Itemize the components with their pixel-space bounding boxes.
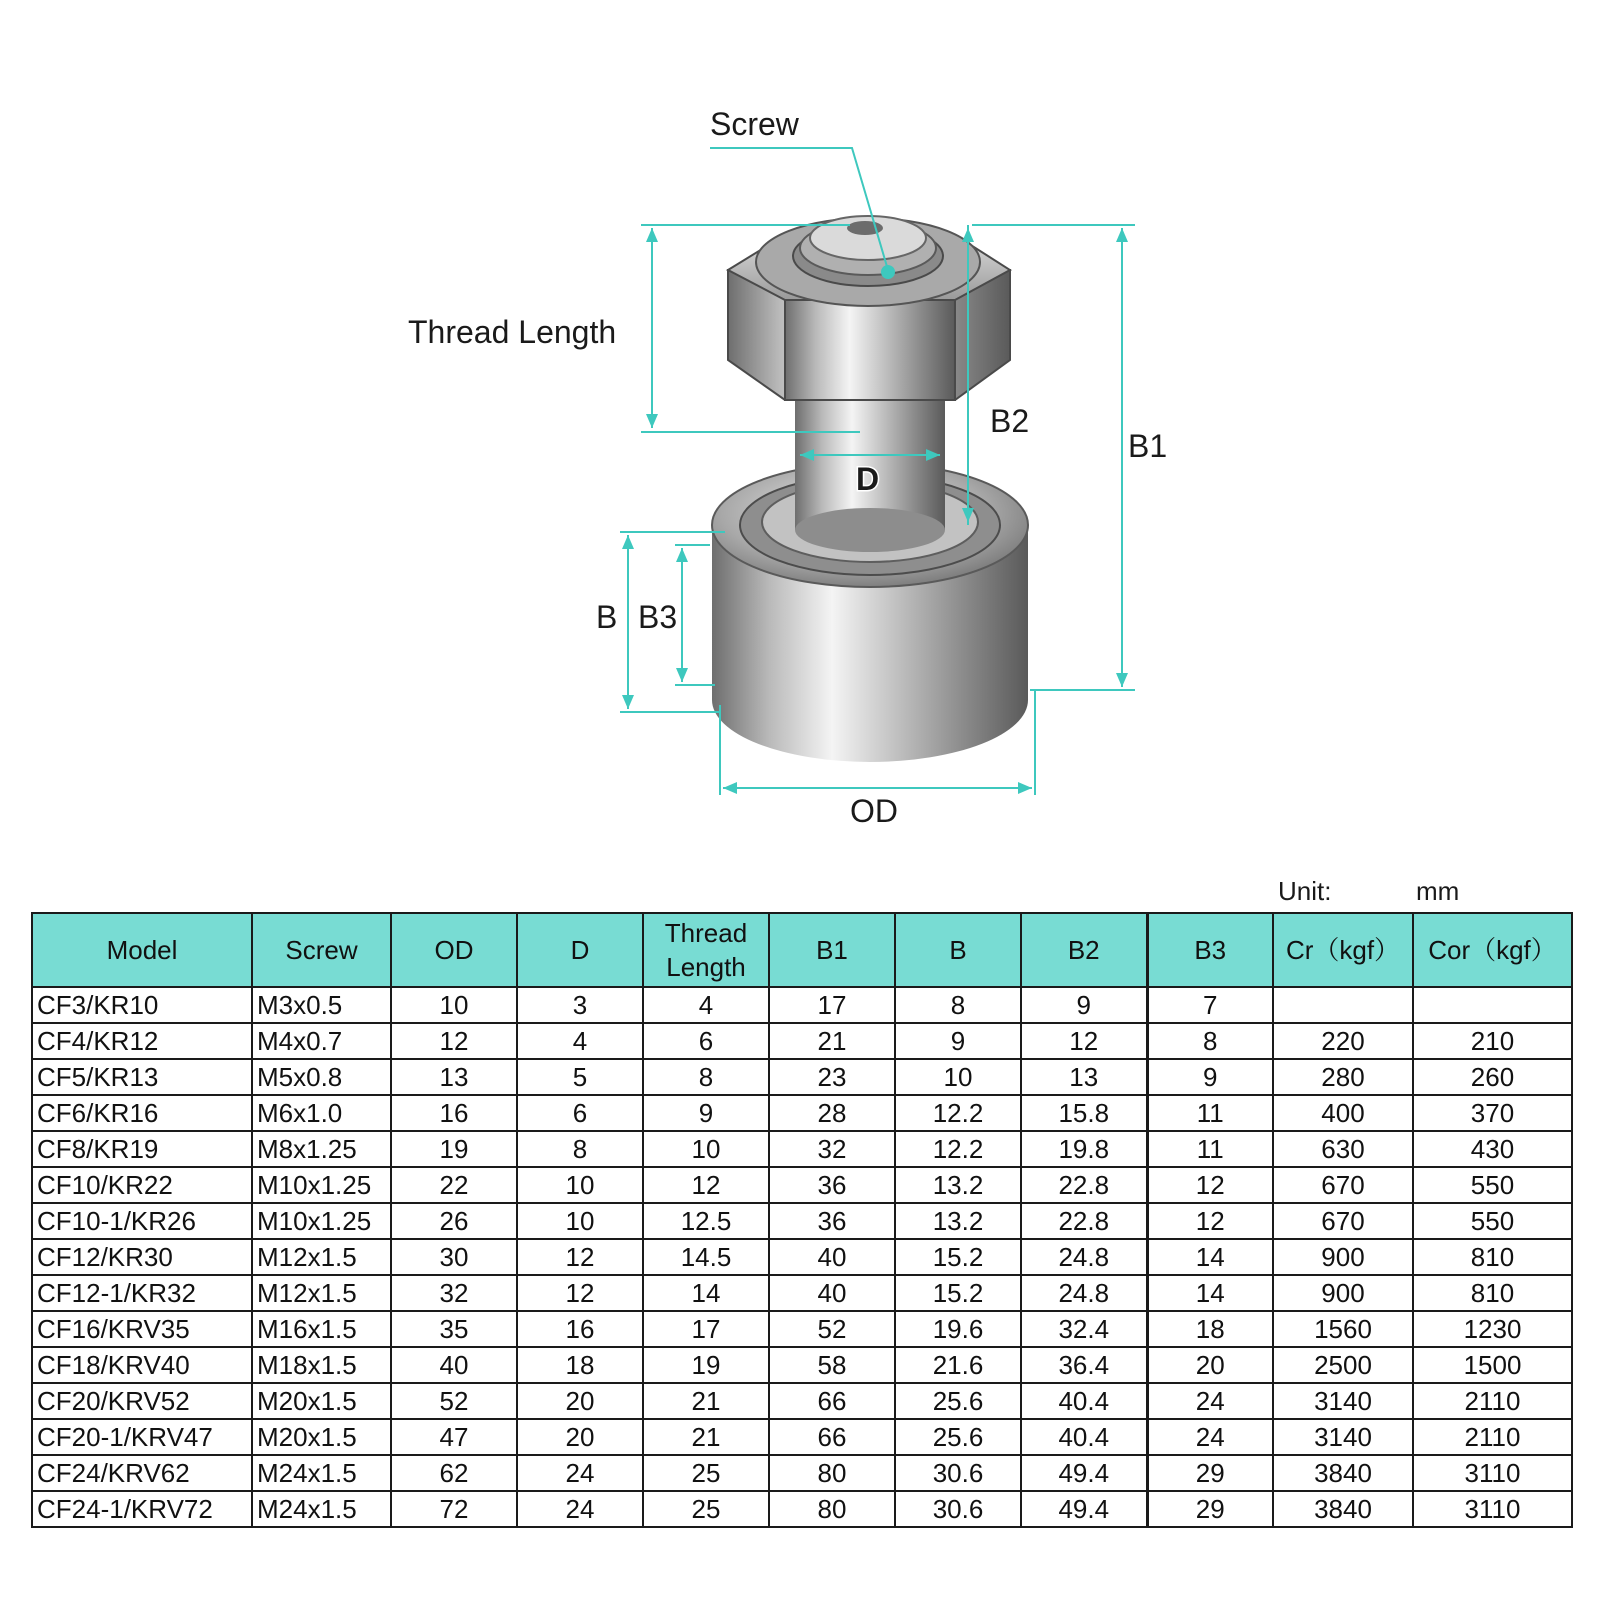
table-cell: 12: [1147, 1203, 1273, 1239]
table-cell: 9: [895, 1023, 1021, 1059]
table-cell: 550: [1413, 1167, 1572, 1203]
table-cell: 9: [1021, 987, 1147, 1023]
table-cell: 36: [769, 1203, 895, 1239]
column-header: Thread Length: [643, 913, 769, 987]
table-cell: 3140: [1273, 1383, 1413, 1419]
table-cell: 24.8: [1021, 1275, 1147, 1311]
label-b: B: [596, 599, 618, 635]
table-cell: 17: [769, 987, 895, 1023]
table-cell: 400: [1273, 1095, 1413, 1131]
label-screw: Screw: [710, 106, 799, 142]
table-cell: M12x1.5: [252, 1275, 391, 1311]
table-cell: 10: [643, 1131, 769, 1167]
table-row: [32, 1131, 1572, 1167]
table-cell: 900: [1273, 1239, 1413, 1275]
table-cell: 12: [1147, 1167, 1273, 1203]
table-cell: 29: [1147, 1455, 1273, 1491]
table-cell: 12.2: [895, 1095, 1021, 1131]
table-cell: 670: [1273, 1167, 1413, 1203]
table-cell: 24: [517, 1491, 643, 1527]
table-cell: CF12/KR30: [32, 1239, 252, 1275]
table-cell: CF18/KRV40: [32, 1347, 252, 1383]
table-cell: 47: [391, 1419, 517, 1455]
table-cell: 36.4: [1021, 1347, 1147, 1383]
table-cell: M18x1.5: [252, 1347, 391, 1383]
table-cell: 30.6: [895, 1455, 1021, 1491]
table-cell: 1230: [1413, 1311, 1572, 1347]
table-row: [32, 1455, 1572, 1491]
column-header: Screw: [252, 913, 391, 987]
table-cell: 24: [517, 1455, 643, 1491]
table-cell: 6: [517, 1095, 643, 1131]
table-cell: 24.8: [1021, 1239, 1147, 1275]
table-cell: 29: [1147, 1491, 1273, 1527]
table-cell: 32.4: [1021, 1311, 1147, 1347]
spec-table: [31, 912, 1573, 1528]
table-cell: 280: [1273, 1059, 1413, 1095]
table-cell: 15.8: [1021, 1095, 1147, 1131]
table-cell: CF20-1/KRV47: [32, 1419, 252, 1455]
table-cell: 7: [1147, 987, 1273, 1023]
table-cell: 11: [1147, 1131, 1273, 1167]
table-cell: 630: [1273, 1131, 1413, 1167]
table-cell: 12.2: [895, 1131, 1021, 1167]
column-header: B3: [1147, 913, 1273, 987]
label-od: OD: [850, 793, 898, 829]
table-cell: M5x0.8: [252, 1059, 391, 1095]
table-cell: 26: [391, 1203, 517, 1239]
unit-label: Unit:: [1278, 876, 1332, 906]
table-cell: M20x1.5: [252, 1419, 391, 1455]
table-cell: 15.2: [895, 1239, 1021, 1275]
table-cell: 4: [643, 987, 769, 1023]
table-cell: M24x1.5: [252, 1491, 391, 1527]
table-cell: M8x1.25: [252, 1131, 391, 1167]
table-cell: CF10/KR22: [32, 1167, 252, 1203]
table-cell: 430: [1413, 1131, 1572, 1167]
table-row: [32, 1347, 1572, 1383]
table-cell: 13.2: [895, 1203, 1021, 1239]
table-cell: 260: [1413, 1059, 1572, 1095]
table-cell: 32: [769, 1131, 895, 1167]
table-cell: 66: [769, 1419, 895, 1455]
table-cell: 80: [769, 1491, 895, 1527]
table-cell: 12: [1021, 1023, 1147, 1059]
table-cell: 9: [1147, 1059, 1273, 1095]
table-cell: 1500: [1413, 1347, 1572, 1383]
table-cell: 210: [1413, 1023, 1572, 1059]
table-cell: [1273, 987, 1413, 1023]
label-b3: B3: [638, 599, 678, 635]
table-cell: 11: [1147, 1095, 1273, 1131]
table-row: [32, 1203, 1572, 1239]
table-cell: [1413, 987, 1572, 1023]
table-cell: 19: [643, 1347, 769, 1383]
table-cell: 66: [769, 1383, 895, 1419]
table-cell: 20: [517, 1419, 643, 1455]
table-cell: 40: [769, 1275, 895, 1311]
table-cell: 8: [1147, 1023, 1273, 1059]
table-cell: 2500: [1273, 1347, 1413, 1383]
table-cell: M10x1.25: [252, 1167, 391, 1203]
table-cell: 10: [517, 1167, 643, 1203]
table-cell: 8: [643, 1059, 769, 1095]
table-cell: 23: [769, 1059, 895, 1095]
table-row: [32, 1275, 1572, 1311]
table-cell: 40.4: [1021, 1383, 1147, 1419]
table-cell: 3840: [1273, 1491, 1413, 1527]
table-cell: 9: [643, 1095, 769, 1131]
table-cell: 80: [769, 1455, 895, 1491]
label-thread-length: Thread Length: [408, 314, 617, 350]
table-cell: 810: [1413, 1275, 1572, 1311]
table-cell: CF6/KR16: [32, 1095, 252, 1131]
table-cell: M20x1.5: [252, 1383, 391, 1419]
column-header: B1: [769, 913, 895, 987]
table-cell: 12: [517, 1239, 643, 1275]
table-cell: 32: [391, 1275, 517, 1311]
table-cell: 19.8: [1021, 1131, 1147, 1167]
table-cell: 25: [643, 1491, 769, 1527]
table-cell: 14.5: [643, 1239, 769, 1275]
table-cell: 49.4: [1021, 1491, 1147, 1527]
table-cell: 12: [391, 1023, 517, 1059]
table-cell: 14: [643, 1275, 769, 1311]
table-row: [32, 1419, 1572, 1455]
table-row: [32, 1491, 1572, 1527]
table-cell: 19: [391, 1131, 517, 1167]
table-cell: 40: [769, 1239, 895, 1275]
table-cell: CF4/KR12: [32, 1023, 252, 1059]
table-cell: 10: [517, 1203, 643, 1239]
table-cell: 18: [1147, 1311, 1273, 1347]
table-row: [32, 987, 1572, 1023]
table-cell: CF24-1/KRV72: [32, 1491, 252, 1527]
table-cell: 2110: [1413, 1383, 1572, 1419]
table-cell: 52: [769, 1311, 895, 1347]
table-row: [32, 1059, 1572, 1095]
table-cell: 40: [391, 1347, 517, 1383]
table-cell: 14: [1147, 1275, 1273, 1311]
label-b1: B1: [1128, 428, 1168, 464]
table-cell: 5: [517, 1059, 643, 1095]
table-cell: 22: [391, 1167, 517, 1203]
table-cell: 3110: [1413, 1455, 1572, 1491]
table-cell: M3x0.5: [252, 987, 391, 1023]
table-cell: 220: [1273, 1023, 1413, 1059]
table-cell: 550: [1413, 1203, 1572, 1239]
table-cell: 20: [517, 1383, 643, 1419]
column-header: B: [895, 913, 1021, 987]
table-cell: 12.5: [643, 1203, 769, 1239]
table-cell: CF3/KR10: [32, 987, 252, 1023]
label-d: D: [856, 461, 880, 497]
table-cell: 24: [1147, 1383, 1273, 1419]
table-cell: 12: [643, 1167, 769, 1203]
table-cell: 25: [643, 1455, 769, 1491]
column-header: B2: [1021, 913, 1147, 987]
table-cell: 3: [517, 987, 643, 1023]
table-cell: 40.4: [1021, 1419, 1147, 1455]
table-cell: M24x1.5: [252, 1455, 391, 1491]
table-cell: 3110: [1413, 1491, 1572, 1527]
table-row: [32, 1383, 1572, 1419]
table-cell: 24: [1147, 1419, 1273, 1455]
table-cell: 10: [895, 1059, 1021, 1095]
table-cell: 28: [769, 1095, 895, 1131]
table-cell: 8: [517, 1131, 643, 1167]
table-cell: 3140: [1273, 1419, 1413, 1455]
table-cell: 21: [643, 1383, 769, 1419]
table-cell: 36: [769, 1167, 895, 1203]
table-cell: 20: [1147, 1347, 1273, 1383]
table-cell: 22.8: [1021, 1203, 1147, 1239]
table-cell: M4x0.7: [252, 1023, 391, 1059]
table-cell: 22.8: [1021, 1167, 1147, 1203]
table-cell: CF5/KR13: [32, 1059, 252, 1095]
table-cell: 16: [517, 1311, 643, 1347]
table-row: [32, 1095, 1572, 1131]
table-header-row: [32, 913, 1572, 987]
table-cell: 21: [769, 1023, 895, 1059]
label-b2: B2: [990, 403, 1030, 439]
table-cell: M16x1.5: [252, 1311, 391, 1347]
table-cell: 10: [391, 987, 517, 1023]
table-cell: 3840: [1273, 1455, 1413, 1491]
table-cell: 25.6: [895, 1419, 1021, 1455]
table-cell: 4: [517, 1023, 643, 1059]
table-cell: CF8/KR19: [32, 1131, 252, 1167]
table-cell: M6x1.0: [252, 1095, 391, 1131]
table-cell: 58: [769, 1347, 895, 1383]
table-cell: M10x1.25: [252, 1203, 391, 1239]
table-cell: CF16/KRV35: [32, 1311, 252, 1347]
table-cell: 25.6: [895, 1383, 1021, 1419]
table-cell: CF24/KRV62: [32, 1455, 252, 1491]
table-cell: 18: [517, 1347, 643, 1383]
table-cell: CF20/KRV52: [32, 1383, 252, 1419]
table-cell: 72: [391, 1491, 517, 1527]
table-cell: 370: [1413, 1095, 1572, 1131]
table-cell: 62: [391, 1455, 517, 1491]
table-row: [32, 1239, 1572, 1275]
table-cell: 30: [391, 1239, 517, 1275]
table-cell: 2110: [1413, 1419, 1572, 1455]
table-cell: M12x1.5: [252, 1239, 391, 1275]
table-row: [32, 1311, 1572, 1347]
table-cell: 17: [643, 1311, 769, 1347]
column-header: OD: [391, 913, 517, 987]
table-cell: 21.6: [895, 1347, 1021, 1383]
table-cell: 900: [1273, 1275, 1413, 1311]
table-cell: 1560: [1273, 1311, 1413, 1347]
table-row: [32, 1023, 1572, 1059]
table-cell: 810: [1413, 1239, 1572, 1275]
column-header: D: [517, 913, 643, 987]
table-cell: 52: [391, 1383, 517, 1419]
table-cell: CF10-1/KR26: [32, 1203, 252, 1239]
table-row: [32, 1167, 1572, 1203]
table-cell: 13.2: [895, 1167, 1021, 1203]
table-cell: 35: [391, 1311, 517, 1347]
unit-value: mm: [1416, 876, 1460, 906]
table-cell: 12: [517, 1275, 643, 1311]
column-header: Cr（kgf）: [1273, 913, 1413, 987]
table-cell: 49.4: [1021, 1455, 1147, 1491]
table-cell: 15.2: [895, 1275, 1021, 1311]
column-header: Cor（kgf）: [1413, 913, 1572, 987]
table-cell: 13: [391, 1059, 517, 1095]
table-cell: CF12-1/KR32: [32, 1275, 252, 1311]
table-cell: 30.6: [895, 1491, 1021, 1527]
column-header: Model: [32, 913, 252, 987]
table-cell: 8: [895, 987, 1021, 1023]
table-cell: 21: [643, 1419, 769, 1455]
table-cell: 14: [1147, 1239, 1273, 1275]
table-cell: 670: [1273, 1203, 1413, 1239]
table-cell: 6: [643, 1023, 769, 1059]
table-cell: 19.6: [895, 1311, 1021, 1347]
table-cell: 13: [1021, 1059, 1147, 1095]
table-cell: 16: [391, 1095, 517, 1131]
table-body: [32, 987, 1572, 1527]
